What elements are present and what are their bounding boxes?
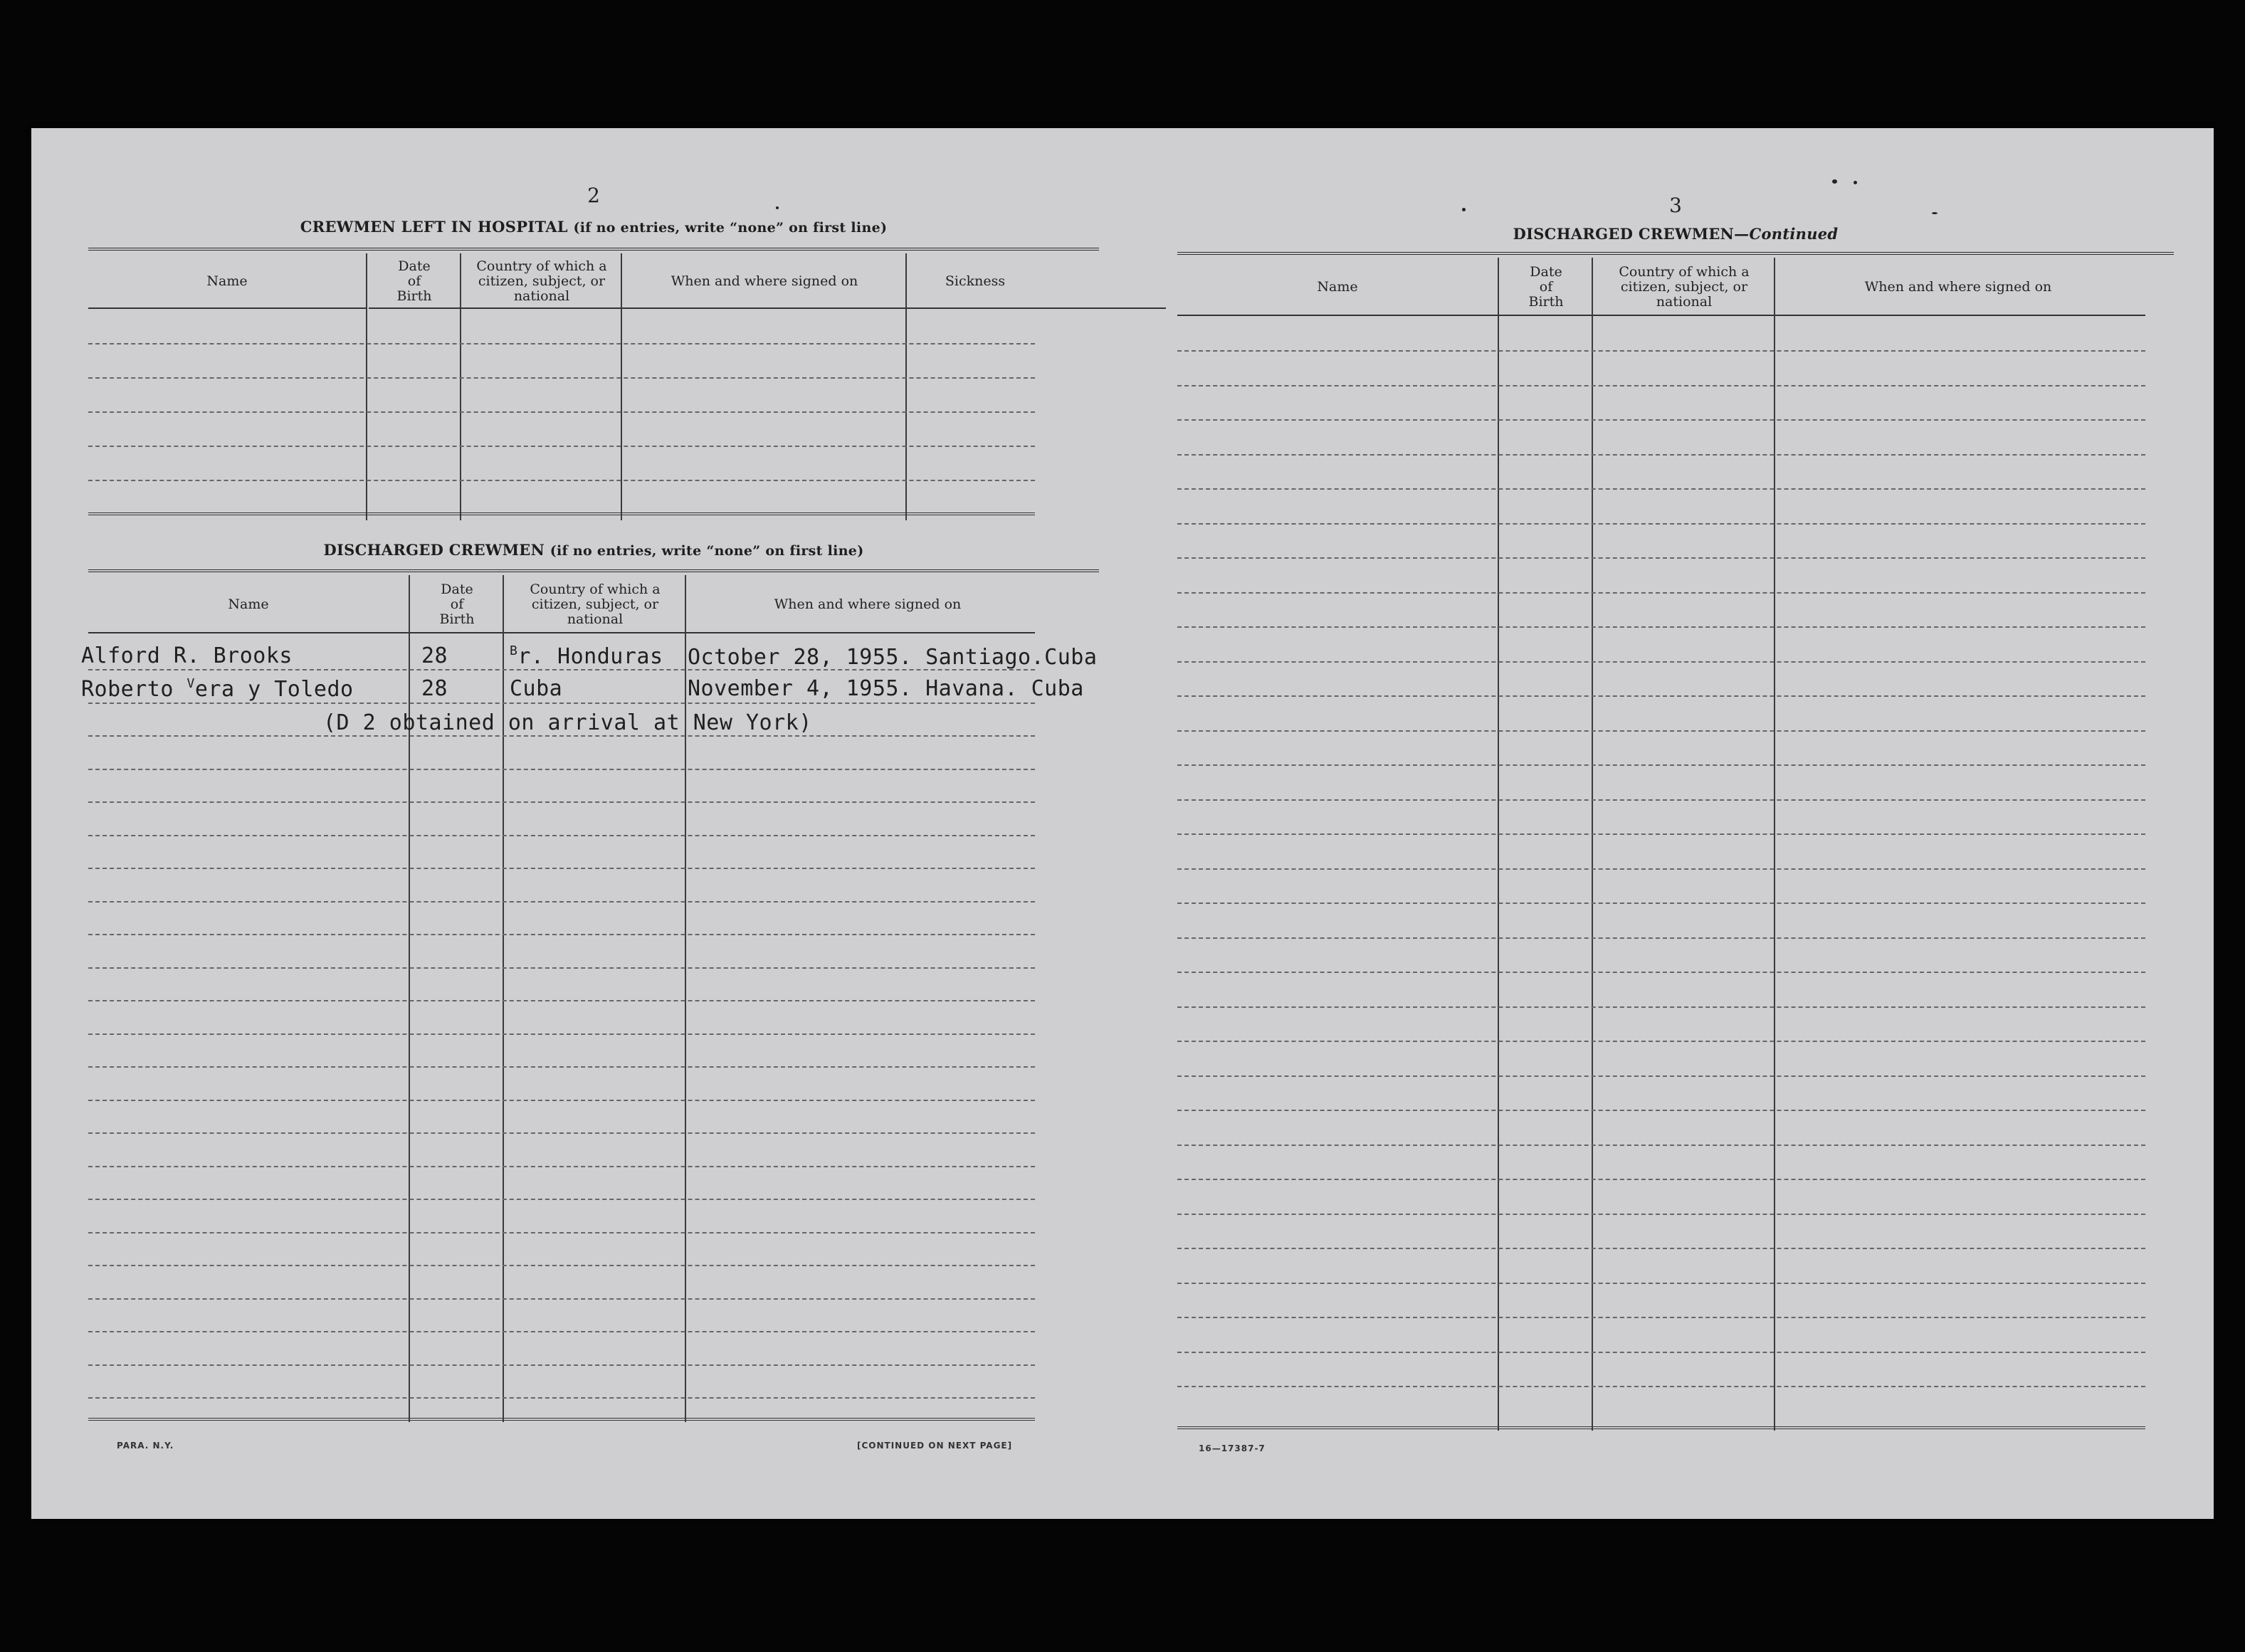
ruled-line xyxy=(1177,592,2145,594)
dust-speck xyxy=(1854,181,1857,184)
col-name: Name xyxy=(206,273,248,289)
entry-note-line: (D 2 obtained on arrival at New York) xyxy=(323,710,812,735)
col-when-where-signed: When and where signed on xyxy=(774,596,962,612)
ruled-line xyxy=(1177,695,2145,697)
ruled-line xyxy=(1177,937,2145,939)
footer-form-number: 16—17387-7 xyxy=(1199,1443,1266,1453)
ruled-line xyxy=(88,1033,1035,1035)
ruled-line xyxy=(1177,557,2145,559)
col-country: Country of which a citizen, subject, or national xyxy=(530,581,661,627)
ruled-line xyxy=(88,1232,1035,1233)
entry-1-country: $^B$r. Honduras xyxy=(510,643,663,669)
entry-2-name: Roberto $^V$era y Toledo xyxy=(81,676,354,702)
ruled-line xyxy=(88,1166,1035,1167)
ruled-line xyxy=(1177,350,2145,352)
page-number: 3 xyxy=(1669,194,1682,217)
col-country: Country of which a citizen, subject, or national xyxy=(1619,263,1750,310)
col-when-where-signed: When and where signed on xyxy=(671,273,858,289)
footer-continued-note: [CONTINUED ON NEXT PAGE] xyxy=(857,1441,1013,1451)
hospital-title-note: (if no entries, write “none” on first line) xyxy=(573,220,888,236)
ruled-line xyxy=(1177,1352,2145,1353)
ruled-line xyxy=(88,1100,1035,1101)
ruled-line xyxy=(1177,1179,2145,1180)
col-name: Name xyxy=(1317,278,1358,295)
ruled-line xyxy=(1177,799,2145,801)
footer-printer-mark: PARA. N.Y. xyxy=(117,1441,174,1451)
entry-2-signed-on: November 4, 1955. Havana. Cuba xyxy=(688,676,1084,701)
entry-2-country: Cuba xyxy=(510,676,563,701)
ruled-line xyxy=(1177,1386,2145,1387)
ruled-line xyxy=(1177,868,2145,870)
right-page xyxy=(1177,128,2174,1519)
left-page xyxy=(81,128,1099,1519)
ruled-line xyxy=(1177,1075,2145,1077)
ruled-line xyxy=(88,769,1035,770)
col-date-of-birth: Date of Birth xyxy=(439,581,475,627)
ruled-line xyxy=(1177,488,2145,490)
dust-speck xyxy=(776,206,779,209)
col-name: Name xyxy=(228,596,269,612)
col-date-of-birth: Date of Birth xyxy=(396,258,432,304)
ruled-line xyxy=(1177,1248,2145,1249)
ruled-line xyxy=(88,1066,1035,1068)
ruled-line xyxy=(88,1199,1035,1200)
ruled-line xyxy=(1177,1041,2145,1042)
entry-1-dob: 28 xyxy=(421,643,448,668)
ruled-line xyxy=(1177,661,2145,663)
ruled-line xyxy=(88,835,1035,836)
col-sickness: Sickness xyxy=(945,273,1006,289)
dust-speck xyxy=(1832,179,1837,184)
ruled-line xyxy=(88,703,1035,704)
ruled-line xyxy=(1177,833,2145,835)
ruled-line xyxy=(88,967,1035,969)
ruled-line xyxy=(88,735,1035,737)
entry-2-dob: 28 xyxy=(421,676,448,701)
ruled-line xyxy=(1177,1006,2145,1008)
ruled-line xyxy=(1177,454,2145,456)
ruled-line xyxy=(1177,1283,2145,1284)
ruled-line xyxy=(88,1132,1035,1134)
ruled-line xyxy=(88,801,1035,803)
ruled-line xyxy=(1177,764,2145,766)
discharged-table-header xyxy=(88,577,1099,632)
scanned-document xyxy=(31,128,2214,1519)
discharged-title-text: DISCHARGED CREWMEN xyxy=(1513,225,1735,243)
ruled-line xyxy=(1177,1317,2145,1318)
discharged-title-note: (if no entries, write “none” on first line) xyxy=(550,543,864,559)
ruled-line xyxy=(88,934,1035,935)
hospital-title-text: CREWMEN LEFT IN HOSPITAL xyxy=(300,218,568,236)
page-number: 2 xyxy=(587,184,600,207)
ruled-line xyxy=(1177,523,2145,525)
ruled-line xyxy=(1177,419,2145,421)
ruled-line xyxy=(1177,1214,2145,1215)
entry-1-name: Alford R. Brooks xyxy=(81,643,293,668)
dust-speck xyxy=(1462,208,1466,211)
col-date-of-birth: Date of Birth xyxy=(1528,263,1564,310)
ruled-line xyxy=(1177,1110,2145,1111)
discharged-title-text: DISCHARGED CREWMEN xyxy=(323,541,545,559)
ruled-line xyxy=(1177,972,2145,973)
ruled-line xyxy=(1177,385,2145,386)
ruled-line xyxy=(1177,1145,2145,1146)
ruled-line xyxy=(1177,730,2145,732)
ruled-line xyxy=(1177,903,2145,904)
discharged-continued-header xyxy=(1177,259,2174,315)
entry-1-signed-on: October 28, 1955. Santiago.Cuba xyxy=(688,645,1098,670)
ruled-line xyxy=(88,901,1035,903)
ruled-line xyxy=(88,868,1035,869)
continued-label: —Continued xyxy=(1734,225,1839,243)
col-when-where-signed: When and where signed on xyxy=(1864,278,2052,295)
ruled-line xyxy=(1177,626,2145,628)
ruled-line xyxy=(88,1000,1035,1001)
discharged-continued-table xyxy=(1177,252,2174,1433)
ruled-line xyxy=(88,1331,1035,1332)
col-country: Country of which a citizen, subject, or national xyxy=(476,258,607,304)
ruled-line xyxy=(88,1265,1035,1266)
discharged-continued-title xyxy=(1177,225,2174,243)
hospital-section-title xyxy=(88,218,1099,236)
ruled-line xyxy=(88,1364,1035,1366)
hospital-table-header xyxy=(88,255,1099,307)
discharged-table xyxy=(81,569,1099,1424)
dust-speck xyxy=(1932,212,1938,214)
discharged-section-title xyxy=(88,541,1099,559)
ruled-line xyxy=(88,1298,1035,1300)
ruled-line xyxy=(88,1397,1035,1399)
